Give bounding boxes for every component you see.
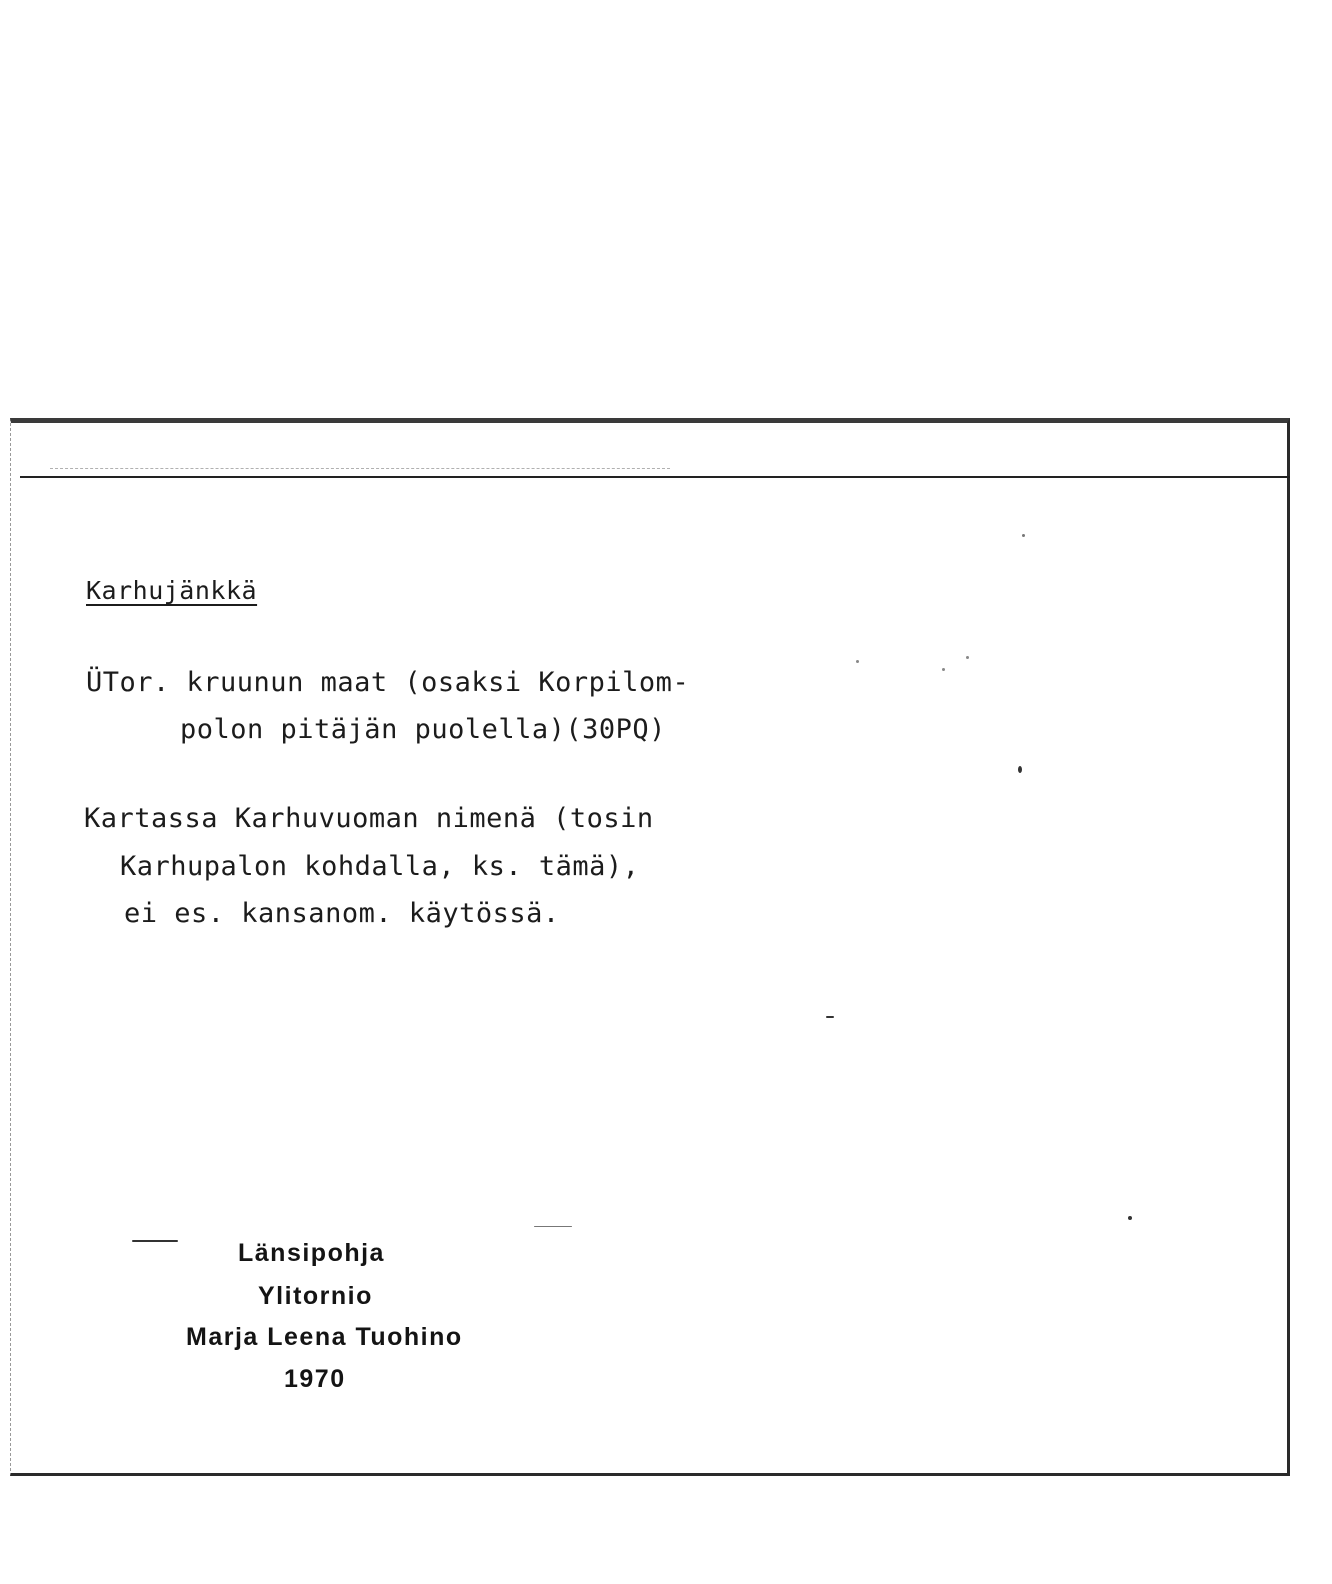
scan-speck (966, 656, 969, 659)
scan-speck (942, 668, 945, 671)
stamp-year: 1970 (284, 1365, 346, 1393)
headword: Karhujänkkä (86, 576, 258, 605)
scan-speck (1128, 1216, 1132, 1220)
entry-line-2: polon pitäjän puolella)(30PQ) (180, 714, 666, 745)
stamp-parish: Ylitornio (258, 1282, 373, 1310)
entry-line-5: ei es. kansanom. käytössä. (124, 898, 560, 929)
scan-speck (534, 1226, 572, 1227)
scan-speck (856, 660, 859, 663)
stamp-collector: Marja Leena Tuohino (186, 1323, 463, 1351)
stamp-region: Länsipohja (238, 1239, 385, 1267)
card-top-rule-faint (50, 468, 670, 469)
scan-speck (1018, 766, 1022, 773)
scan-speck (1022, 534, 1025, 537)
entry-line-3: Kartassa Karhuvuoman nimenä (tosin (84, 803, 654, 834)
entry-line-4: Karhupalon kohdalla, ks. tämä), (120, 851, 640, 882)
entry-line-1: ÜTor. kruunun maat (osaksi Korpilom- (86, 667, 690, 698)
scan-speck (132, 1240, 178, 1242)
card-top-rule (20, 476, 1290, 478)
scan-speck (826, 1016, 834, 1018)
